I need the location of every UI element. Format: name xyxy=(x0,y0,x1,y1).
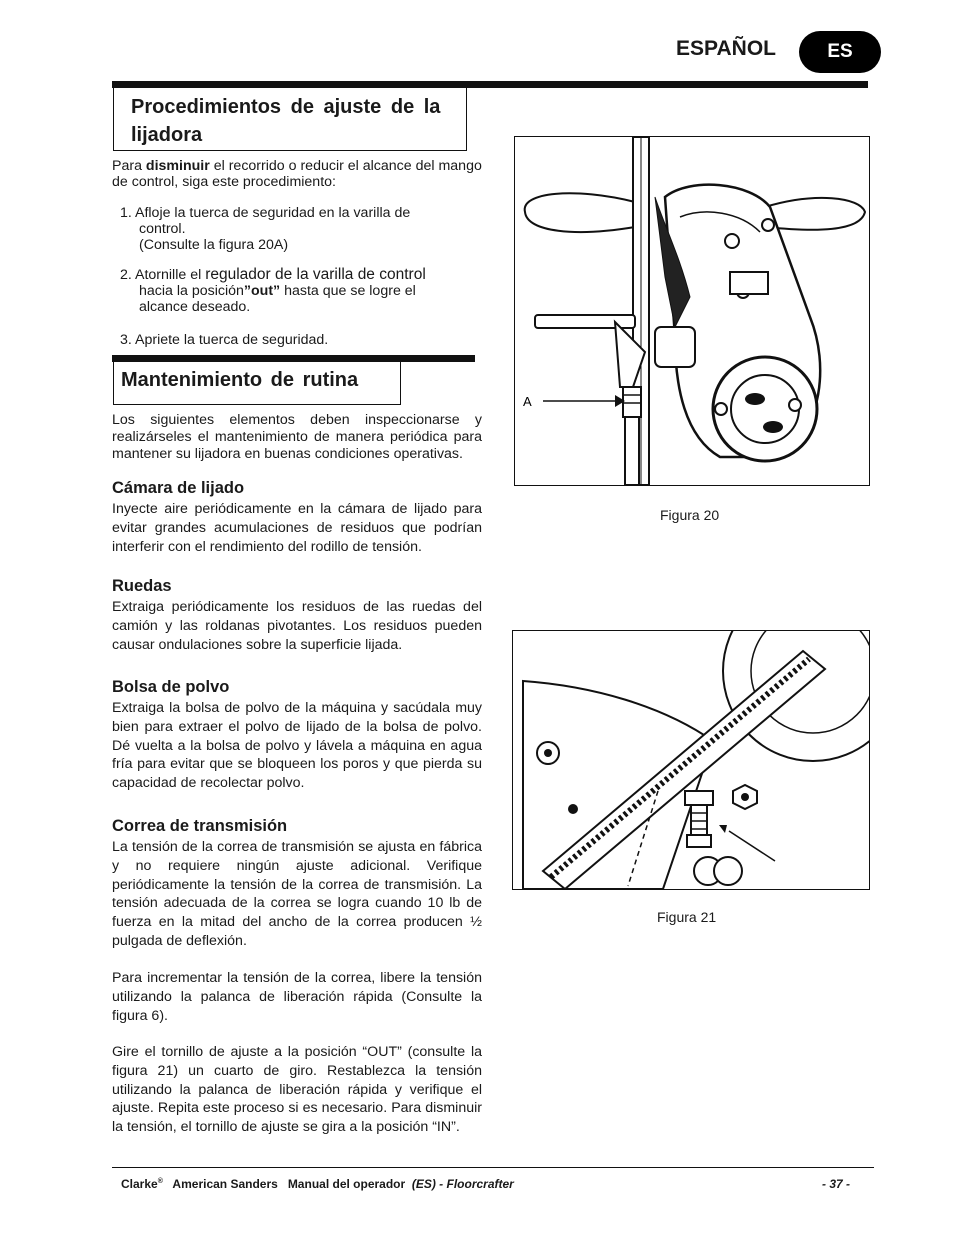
step-1: 1. Afloje la tuerca de seguridad en la varilla de control. (Consulte la figura 20A) xyxy=(120,205,411,253)
maintenance-intro: Los siguientes elementos deben inspeccionarse y realizárseles el mantenimiento de manera periódica para mantener su lijadora en buenas condiciones operativas. xyxy=(112,412,482,462)
page-number: - 37 - xyxy=(821,1177,850,1191)
text-bolsa: Extraiga la bolsa de polvo de la máquina y sacúdala muy bien para extraer el polvo de lijado de la bolsa de polvo. Dé vuelta a la bolsa de polvo y lávela a máquina en agua fría para evitar que se bloqueen los poros y que pierda su capacidad de recolectar polvo. xyxy=(112,700,482,792)
text-correa-2: Para incrementar la tensión de la correa, libere la tensión utilizando la palanca de liberación rápida (Consulte la figura 6). xyxy=(112,970,482,1024)
language-label: ESPAÑOL xyxy=(676,37,776,60)
heading-camara: Cámara de lijado xyxy=(112,479,245,497)
section-rule xyxy=(112,355,475,362)
heading-ruedas: Ruedas xyxy=(112,577,172,595)
footer-rule xyxy=(112,1167,874,1168)
section-title-adjustment: Procedimientos de ajuste de la lijadora xyxy=(131,96,441,146)
heading-bolsa: Bolsa de polvo xyxy=(112,678,230,696)
text-ruedas: Extraiga periódicamente los residuos de las ruedas del camión y las roldanas pivotantes. Los residuos pueden causar ondulaciones sobre la superficie lijada. xyxy=(112,599,482,653)
step-2: 2. Atornille el regulador de la varilla de control hacia la posición”out” hasta que se logre el alcance deseado. xyxy=(120,266,426,315)
text-camara: Inyecte aire periódicamente en la cámara de lijado para evitar grandes acumulaciones de residuos que podrían interferir con el rendimiento del rodillo de tensión. xyxy=(112,501,482,555)
figure-20-illustration xyxy=(515,137,869,485)
step-3: 3. Apriete la tuerca de seguridad. xyxy=(120,332,329,348)
section-title-maintenance: Mantenimiento de rutina xyxy=(121,369,359,391)
figure-21 xyxy=(512,630,870,890)
footer-text: Clarke® American Sanders Manual del operador (ES) - Floorcrafter xyxy=(121,1177,514,1191)
language-badge: ES xyxy=(799,31,881,73)
figure-20 xyxy=(514,136,870,486)
figure-20-label-a: A xyxy=(523,394,532,409)
adjustment-intro: Para disminuir el recorrido o reducir el alcance del mango de control, siga este procedimiento: xyxy=(112,158,482,190)
figure-21-caption: Figura 21 xyxy=(657,909,717,925)
figure-20-caption: Figura 20 xyxy=(660,507,720,523)
heading-correa: Correa de transmisión xyxy=(112,817,288,835)
top-rule xyxy=(112,81,868,88)
text-correa-3: Gire el tornillo de ajuste a la posición “OUT” (consulte la figura 21) un cuarto de giro. Restablezca la tensión utilizando la palanca de liberación rápida y verifique el ajuste. Repita este proceso si es necesario. Para disminuir la tensión, el tornillo de ajuste se gira a la posición “IN”. xyxy=(112,1044,482,1136)
figure-21-illustration xyxy=(513,631,869,889)
text-correa-1: La tensión de la correa de transmisión se ajusta en fábrica y no requiere ningún ajuste adicional. Verifique periódicamente la tensión de la correa de transmisión. La tensión adecuada de la correa se logra cuando 10 lb de fuerza en la mitad del ancho de la correa producen ½ pulgada de deflexión. xyxy=(112,839,482,949)
